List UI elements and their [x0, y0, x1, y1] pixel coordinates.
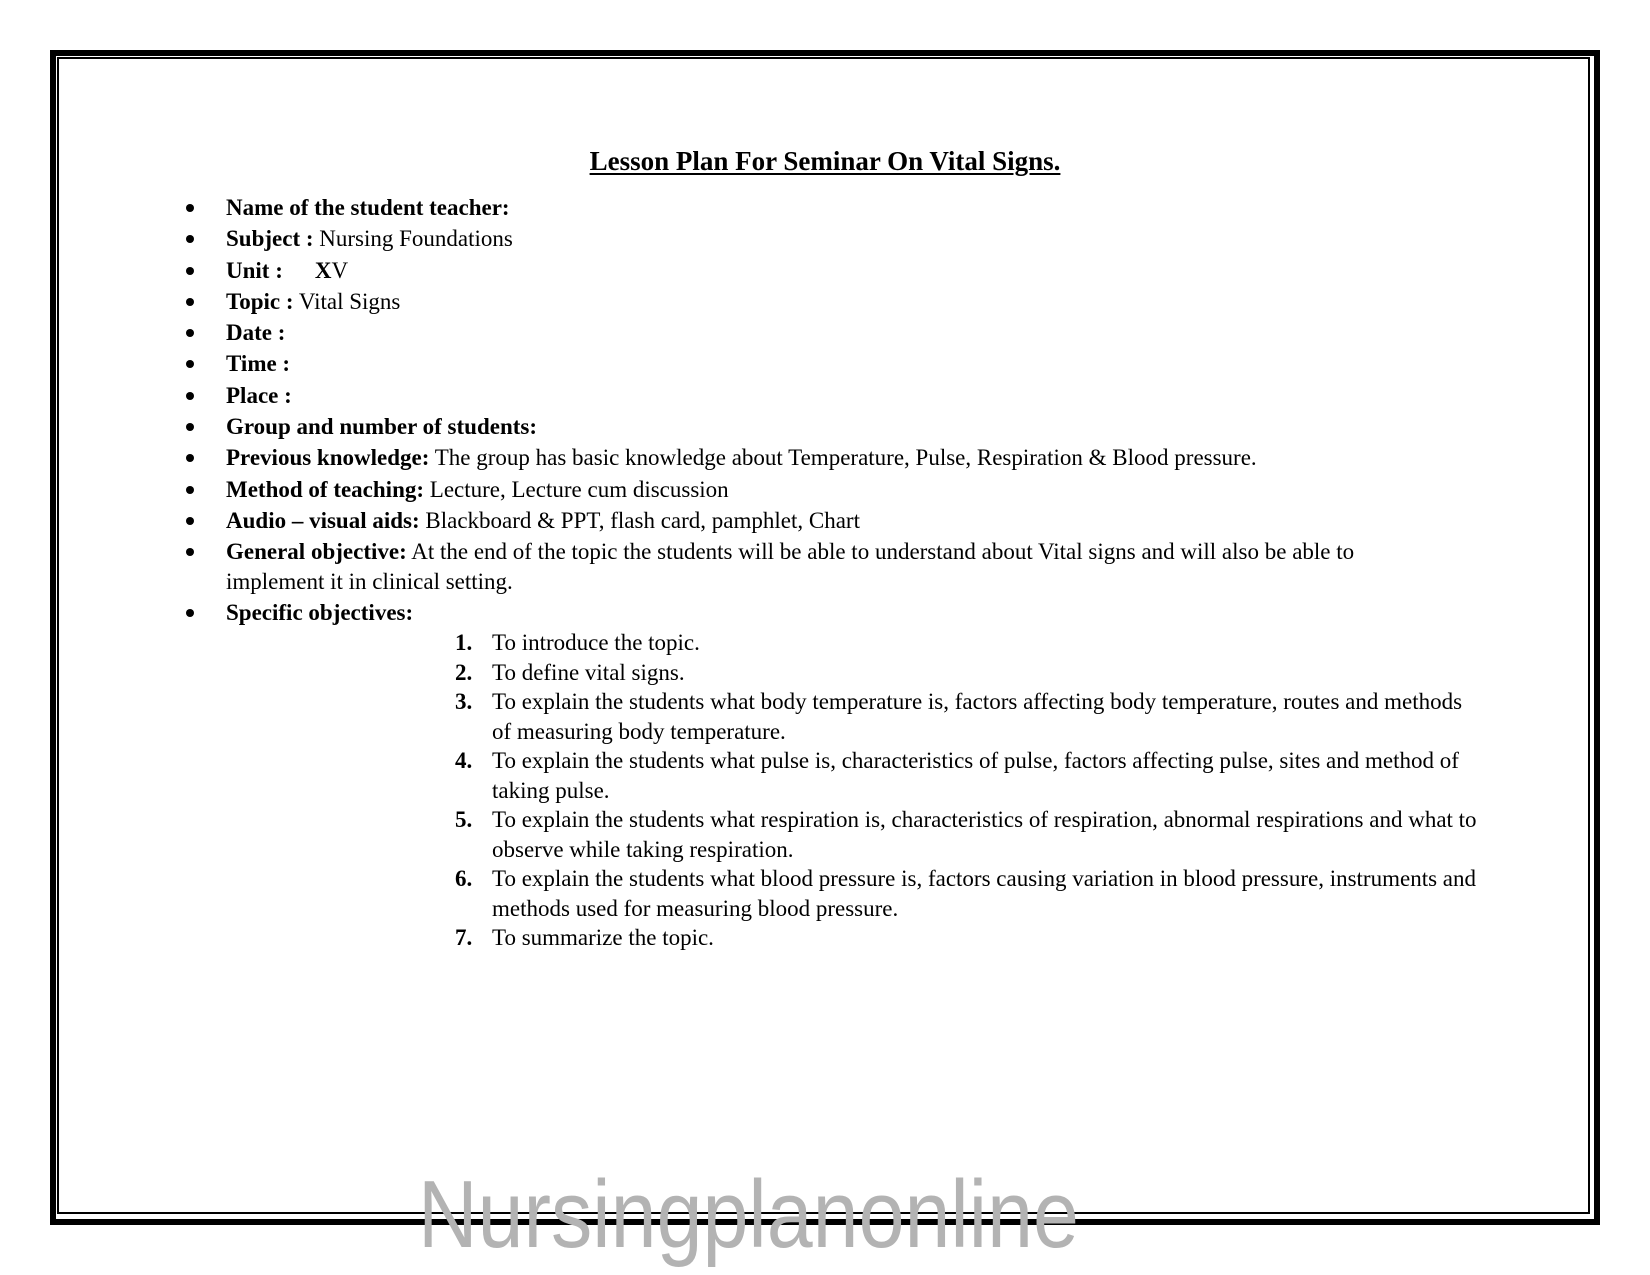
objective-text: To explain the students what blood pressure is, factors causing variation in blood pressure, instruments and methods used for measuring blood pressure. — [492, 866, 1476, 921]
objective-number: 1. — [455, 630, 473, 655]
field-student-teacher — [0, 193, 1456, 223]
field-value: At the end of the topic the students will be able to understand about Vital signs and will also be able to implement it in clinical setting. — [226, 539, 1355, 594]
bullet-icon — [186, 235, 194, 243]
field-place — [0, 381, 1456, 411]
field-unit — [0, 256, 1456, 286]
bullet-icon — [186, 609, 194, 617]
specific-objectives-list — [0, 628, 1650, 953]
field-label: Previous knowledge: — [226, 445, 430, 471]
field-general-objective — [0, 537, 1456, 596]
lesson-details-list — [0, 193, 1650, 629]
objective-text: To explain the students what respiration is, characteristics of respiration, abnormal respirations and what to observe while taking respiration. — [492, 807, 1477, 862]
field-label: General objective: — [226, 539, 407, 565]
field-value: Lecture, Lecture cum discussion — [424, 476, 729, 502]
field-previous-knowledge — [0, 443, 1456, 473]
field-value: Blackboard & PPT, flash card, pamphlet, Chart — [419, 507, 860, 533]
objective-item — [0, 805, 1482, 864]
objective-text: To summarize the topic. — [492, 925, 714, 950]
field-label: Place : — [226, 382, 292, 408]
bullet-icon — [186, 486, 194, 494]
bullet-icon — [186, 298, 194, 306]
field-av-aids — [0, 506, 1456, 536]
objective-number: 5. — [455, 807, 473, 832]
bullet-icon — [186, 423, 194, 431]
objective-item — [0, 923, 1482, 953]
bullet-icon — [186, 329, 194, 337]
objective-text: To explain the students what body temperature is, factors affecting body temperature, routes and methods of measuring body temperature. — [492, 689, 1463, 744]
field-value-bold: X — [314, 257, 332, 283]
objective-number: 4. — [455, 748, 473, 773]
objective-item — [0, 658, 1482, 688]
bullet-icon — [186, 360, 194, 368]
objective-number: 2. — [455, 659, 473, 685]
bullet-icon — [186, 454, 194, 462]
field-label: Unit : — [226, 257, 283, 283]
objective-text: To explain the students what pulse is, characteristics of pulse, factors affecting pulse, sites and method of taking pulse. — [492, 748, 1459, 803]
watermark: Nursingplanonline — [418, 1161, 1079, 1268]
field-specific-objectives — [0, 598, 1456, 628]
document-title: Lesson Plan For Seminar On Vital Signs. — [589, 146, 1061, 176]
field-label: Subject : — [226, 226, 314, 252]
bullet-icon — [186, 517, 194, 525]
bullet-icon — [186, 392, 194, 400]
bullet-icon — [186, 548, 194, 556]
objective-number: 3. — [455, 689, 473, 714]
objective-text: To introduce the topic. — [492, 630, 700, 655]
field-label: Specific objectives: — [226, 600, 414, 626]
field-value: V — [331, 257, 349, 283]
field-value: Vital Signs — [293, 288, 401, 314]
field-label: Date : — [226, 320, 286, 346]
field-value: The group has basic knowledge about Temperature, Pulse, Respiration & Blood pressure. — [429, 445, 1257, 471]
field-method-of-teaching — [0, 475, 1456, 505]
objective-item — [0, 687, 1482, 746]
bullet-icon — [186, 267, 194, 275]
field-topic — [0, 287, 1456, 317]
bullet-icon — [186, 204, 194, 212]
objective-item — [0, 628, 1482, 658]
field-label: Audio – visual aids: — [226, 507, 420, 533]
field-label: Topic : — [226, 288, 294, 314]
field-time — [0, 349, 1456, 379]
objective-text: To define vital signs. — [492, 659, 685, 685]
field-date — [0, 318, 1456, 348]
field-group — [0, 412, 1456, 442]
field-value: Nursing Foundations — [313, 226, 513, 252]
objective-item — [0, 746, 1482, 805]
field-label: Time : — [226, 351, 291, 377]
field-label: Group and number of students: — [226, 414, 538, 440]
objective-number: 7. — [455, 925, 473, 950]
objective-number: 6. — [455, 866, 473, 891]
objective-item — [0, 864, 1482, 923]
field-label: Method of teaching: — [226, 476, 425, 502]
field-label: Name of the student teacher: — [226, 195, 510, 220]
field-subject — [0, 224, 1456, 254]
